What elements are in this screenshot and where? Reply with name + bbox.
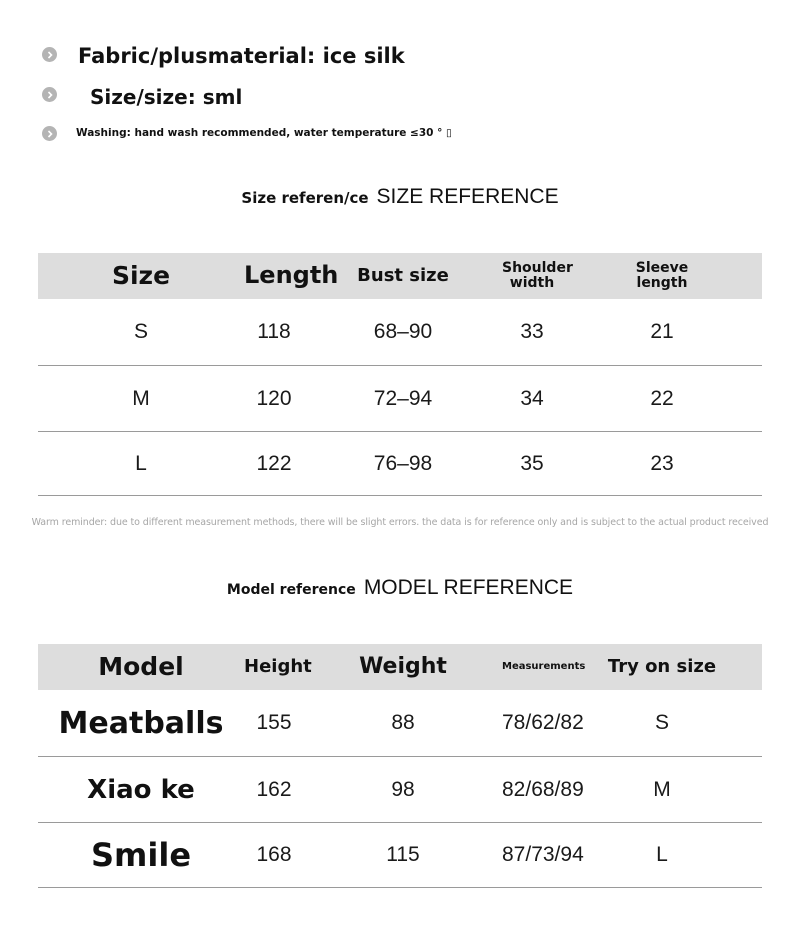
measurements-cell: 87/73/94 <box>502 843 584 866</box>
model-name-cell: Xiao ke <box>87 774 195 805</box>
bust-cell: 72–94 <box>373 386 433 410</box>
table-row <box>38 432 762 496</box>
model-reference-title-cn: Model reference <box>226 582 356 598</box>
size-reference-title-en: SIZE REFERENCE <box>376 185 559 208</box>
model-name-cell: Smile <box>90 836 192 874</box>
bust-cell: 76–98 <box>373 451 433 475</box>
chevron-right-circle-icon <box>42 47 57 62</box>
header-weight: Weight <box>359 654 447 680</box>
try-on-size-cell: M <box>653 777 671 801</box>
warm-reminder: Warm reminder: due to different measurement methods, there will be slight errors. the data is for reference only and is subject to the actual product received <box>31 517 769 528</box>
try-on-size-cell: L <box>656 843 668 866</box>
header-length: Length <box>244 261 339 290</box>
weight-cell: 98 <box>391 777 415 801</box>
model-table <box>38 644 762 888</box>
length-cell: 118 <box>257 320 291 343</box>
measurements-cell: 82/68/89 <box>502 777 584 801</box>
size-info: Size/size: sml <box>90 85 243 109</box>
header-measurements: Measurements <box>502 660 586 672</box>
sleeve-cell: 21 <box>650 320 674 343</box>
model-name-cell: Meatballs <box>58 705 224 741</box>
measurements-cell: 78/62/82 <box>502 711 584 734</box>
size-reference-title <box>0 185 800 209</box>
length-cell: 122 <box>256 451 292 475</box>
chevron-right-circle-icon <box>42 126 57 141</box>
height-cell: 162 <box>256 777 292 801</box>
size-table <box>38 253 762 496</box>
header-try-on-size: Try on size <box>607 655 717 677</box>
header-height: Height <box>244 655 312 677</box>
fabric-info: Fabric/plusmaterial: ice silk <box>78 44 405 68</box>
table-row <box>38 823 762 888</box>
chevron-right-circle-icon <box>42 87 57 102</box>
height-cell: 168 <box>256 843 292 866</box>
model-table-header <box>38 644 762 690</box>
table-row <box>38 690 762 757</box>
size-cell: M <box>132 386 150 410</box>
table-row <box>38 299 762 366</box>
size-cell: L <box>135 451 147 475</box>
model-reference-title <box>0 576 800 600</box>
height-cell: 155 <box>256 711 292 734</box>
header-bust-size: Bust size <box>357 264 449 286</box>
model-reference-title-en: MODEL REFERENCE <box>363 576 574 599</box>
weight-cell: 88 <box>391 711 415 734</box>
shoulder-cell: 34 <box>520 386 544 410</box>
try-on-size-cell: S <box>654 711 669 734</box>
size-reference-title-cn: Size referen/ce <box>241 189 369 207</box>
size-cell: S <box>133 320 148 343</box>
header-sleeve-length: Sleeve length <box>635 260 689 291</box>
table-row <box>38 366 762 432</box>
sleeve-cell: 23 <box>650 451 674 475</box>
shoulder-cell: 35 <box>520 451 544 475</box>
header-size: Size <box>111 260 171 290</box>
size-table-header <box>38 253 762 299</box>
header-model: Model <box>98 651 184 681</box>
bust-cell: 68–90 <box>373 320 433 343</box>
washing-info: Washing: hand wash recommended, water temperature ≤30 ° ▯ <box>76 127 452 139</box>
table-row <box>38 757 762 823</box>
header-shoulder-width: Shoulder width <box>502 260 573 291</box>
length-cell: 120 <box>256 386 292 410</box>
weight-cell: 115 <box>386 843 420 866</box>
sleeve-cell: 22 <box>650 386 674 410</box>
shoulder-cell: 33 <box>520 320 544 343</box>
